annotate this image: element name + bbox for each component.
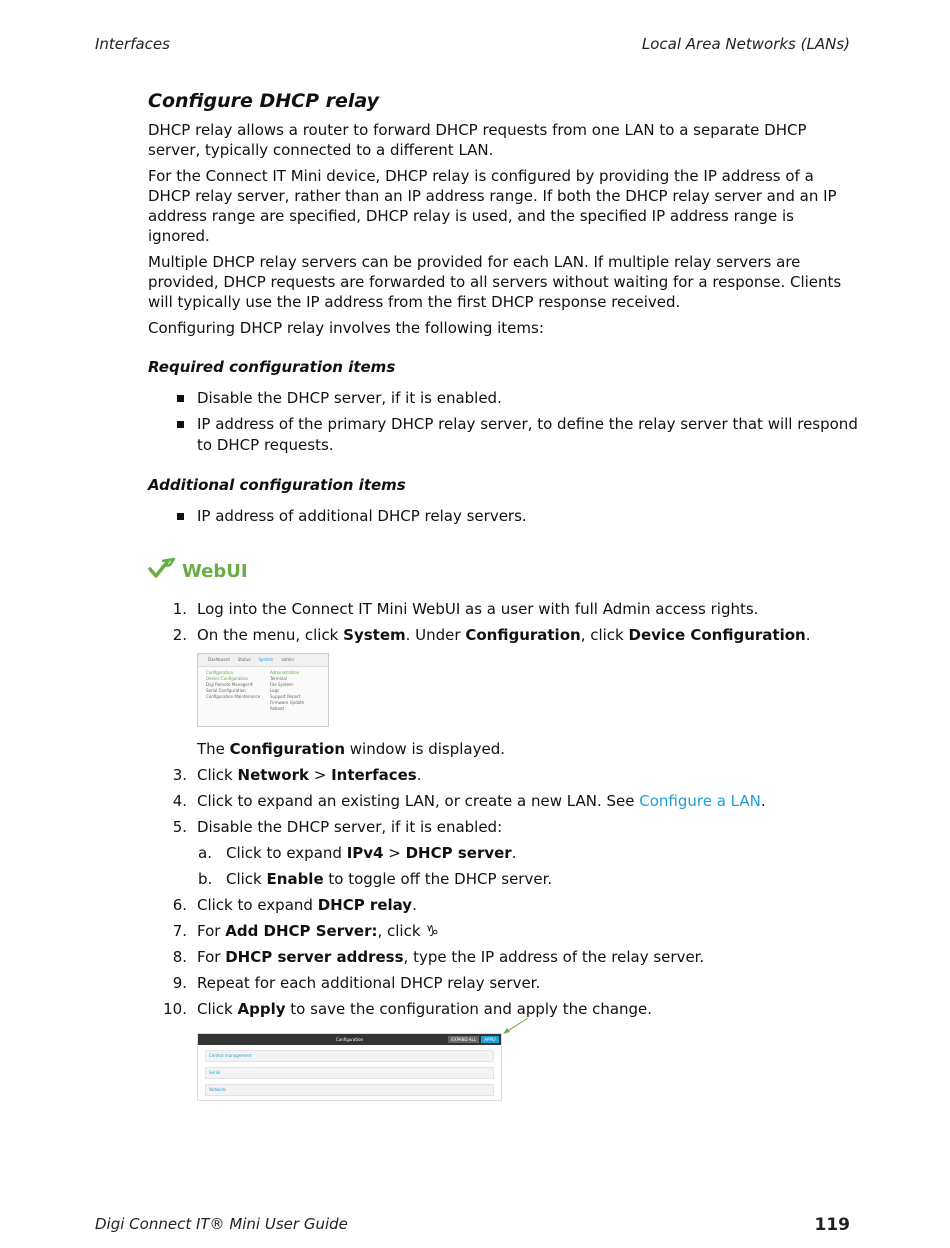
step-1: 1. Log into the Connect IT Mini WebUI as a user with full Admin access rights. [172, 600, 759, 618]
apply-button: APPLY [481, 1036, 499, 1043]
required-heading: Required configuration items [148, 358, 396, 376]
configuration-apply-screenshot [197, 1033, 502, 1101]
paragraph-config: For the Connect IT Mini device, DHCP relay is configured by providing the IP address of a DHCP relay server, rather than an IP address range. If both the DHCP relay server and an IP address range are specified, DHCP relay is used, and the specified IP address range is ignored. [148, 167, 837, 245]
pointer-arrow-icon [500, 1016, 530, 1036]
admin-tab: admin [281, 657, 294, 662]
additional-heading: Additional configuration items [148, 476, 406, 494]
step-2-note: The Configuration window is displayed. [197, 740, 505, 758]
list-item: IP address of the primary DHCP relay server, to define the relay server that will respond to DHCP requests. [197, 414, 860, 456]
footer-guide-title: Digi Connect IT® Mini User Guide [95, 1215, 348, 1233]
menu-item: File System [270, 682, 293, 687]
menu-item: Support Report [270, 694, 301, 699]
configuration-col-head: Configuration [206, 670, 234, 675]
step-6: 6. Click to expand DHCP relay. [172, 896, 417, 914]
config-row: Serial [205, 1067, 494, 1079]
menu-item: Firmware Update [270, 700, 305, 705]
webui-icon [148, 557, 176, 585]
step-9: 9. Repeat for each additional DHCP relay server. [172, 974, 541, 992]
step-3: 3. Click Network > Interfaces. [172, 766, 422, 784]
page-number: 119 [814, 1215, 850, 1235]
step-5: 5. Disable the DHCP server, if it is enabled: a. Click to expand IPv4 > DHCP server. b. Click Enable to toggle off the DHCP server. [197, 817, 860, 889]
step-7: 7. For Add DHCP Server:, click ♑ [172, 922, 439, 940]
configuration-title: Configuration [335, 1037, 364, 1042]
square-bullet-icon [177, 421, 184, 428]
step-5b: b. Click Enable to toggle off the DHCP server. [198, 870, 553, 888]
paragraph-intro: DHCP relay allows a router to forward DHCP requests from one LAN to a separate DHCP server, typically connected to a different LAN. [148, 121, 807, 159]
step-5a: a. Click to expand IPv4 > DHCP server. [198, 844, 517, 862]
configure-lan-link[interactable]: Configure a LAN [639, 792, 761, 810]
paragraph-multiple: Multiple DHCP relay servers can be provided for each LAN. If multiple relay servers are provided, DHCP requests are forwarded to all servers without waiting for a response. Clients will typically use the IP address from the first DHCP response received. [148, 253, 842, 311]
square-bullet-icon [177, 395, 184, 402]
menu-item: Logs [270, 688, 280, 693]
system-tab: System [258, 657, 274, 662]
webui-label: WebUI [182, 560, 248, 582]
system-menu-screenshot [197, 653, 329, 727]
menu-item: Serial Configuration [206, 688, 246, 693]
menu-item: Configuration Maintenance [206, 694, 261, 699]
required-list [148, 388, 860, 456]
menu-item: Digi Remote Manager® [206, 682, 254, 687]
step-8: 8. For DHCP server address, type the IP address of the relay server. [172, 948, 705, 966]
additional-list [148, 506, 860, 527]
status-tab: Status [237, 657, 251, 662]
step-4: 4. Click to expand an existing LAN, or create a new LAN. See Configure a LAN. [172, 792, 766, 810]
main-content [148, 90, 860, 1107]
running-header-right: Local Area Networks (LANs) [641, 35, 850, 53]
step-5-substeps [197, 843, 860, 889]
dashboard-tab: Dashboard [208, 657, 230, 662]
add-glyph-icon: ♑ [425, 922, 439, 940]
step-2: 2. On the menu, click System. Under Configuration, click Device Configuration. Dashboard Status System admin Configuration Device Configuration Digi Remote Manager® Serial Configuration Configuration Maintenance Administration Terminal File System Logs Support Report Firmware Update Reboot The Configuration window is displayed. [197, 625, 860, 759]
list-item: Disable the DHCP server, if it is enabled. [197, 388, 860, 409]
expand-all-button: EXPAND ALL [448, 1036, 479, 1043]
running-header-left: Interfaces [95, 35, 170, 53]
config-row: Central management [205, 1050, 494, 1062]
menu-item: Terminal [270, 676, 287, 681]
webui-heading [148, 557, 860, 585]
step-10: 10. Click Apply to save the configuration and apply the change. Configuration EXPAND ALL APPLY Central management Serial Network [197, 999, 860, 1101]
list-item: IP address of additional DHCP relay servers. [197, 506, 860, 527]
menu-item: Device Configuration [206, 676, 249, 681]
config-row: Network [205, 1084, 494, 1096]
menu-item: Reboot [270, 706, 285, 711]
square-bullet-icon [177, 513, 184, 520]
administration-col-head: Administration [270, 670, 300, 675]
paragraph-items: Configuring DHCP relay involves the following items: [148, 319, 544, 337]
section-title: Configure DHCP relay [148, 90, 380, 112]
